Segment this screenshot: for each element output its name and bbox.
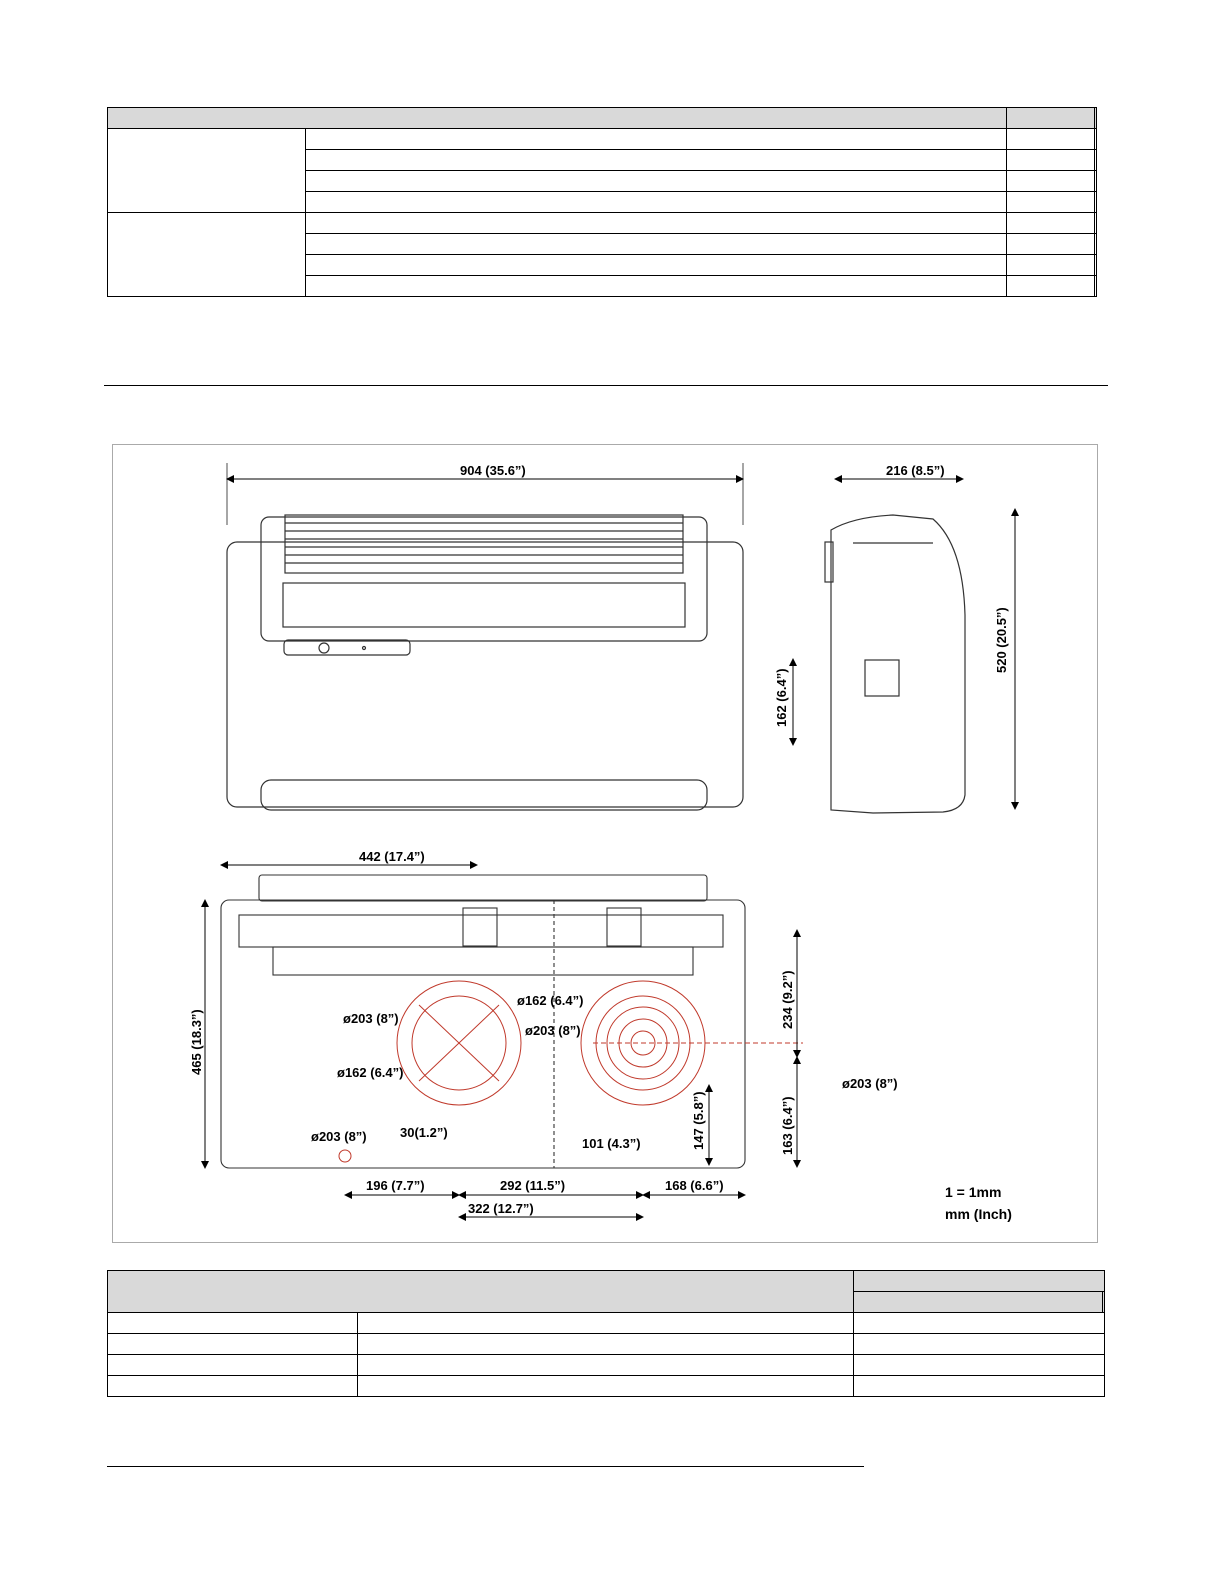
units-label: mm (Inch) bbox=[945, 1206, 1012, 1222]
offset-101-label: 101 (4.3”) bbox=[582, 1136, 641, 1151]
bottom-196-label: 196 (7.7”) bbox=[366, 1178, 425, 1193]
table-row bbox=[108, 1355, 1105, 1376]
footer-divider bbox=[107, 1466, 864, 1467]
spec-table-top bbox=[107, 107, 1097, 297]
dia-162-right-label: ø162 (6.4”) bbox=[517, 993, 584, 1008]
height-163-label: 163 (6.4”) bbox=[780, 1096, 795, 1155]
dimension-drawing-frame bbox=[112, 444, 1098, 1243]
table-row bbox=[108, 213, 1097, 234]
front-width-label: 904 (35.6”) bbox=[460, 463, 526, 478]
rear-view bbox=[221, 875, 745, 1168]
side-view bbox=[825, 515, 965, 813]
dia-203-right-label: ø203 (8”) bbox=[525, 1023, 581, 1038]
table-row bbox=[108, 1313, 1105, 1334]
rear-height-label: 465 (18.3”) bbox=[189, 1009, 204, 1075]
side-depth-label: 216 (8.5”) bbox=[886, 463, 945, 478]
dia-162-left-label: ø162 (6.4”) bbox=[337, 1065, 404, 1080]
table-row bbox=[108, 129, 1097, 150]
table-header-row bbox=[108, 108, 1097, 129]
bottom-168-label: 168 (6.6”) bbox=[665, 1178, 724, 1193]
front-view bbox=[227, 515, 743, 810]
dimension-drawing bbox=[113, 445, 1099, 1244]
side-hole-height-label: 162 (6.4”) bbox=[774, 668, 789, 727]
table-row bbox=[108, 1334, 1105, 1355]
scale-label: 1 = 1mm bbox=[945, 1184, 1002, 1200]
dia-203-drain-label: ø203 (8”) bbox=[311, 1129, 367, 1144]
bottom-292-label: 292 (11.5”) bbox=[500, 1178, 566, 1193]
dia-203-left-label: ø203 (8”) bbox=[343, 1011, 399, 1026]
offset-30-label: 30(1.2”) bbox=[400, 1125, 448, 1140]
table-header-row bbox=[108, 1271, 1105, 1292]
side-height-label: 520 (20.5”) bbox=[994, 607, 1009, 673]
height-147-label: 147 (5.8”) bbox=[691, 1091, 706, 1150]
dia-203-far-label: ø203 (8”) bbox=[842, 1076, 898, 1091]
height-234-label: 234 (9.2”) bbox=[780, 970, 795, 1029]
section-divider bbox=[104, 385, 1108, 386]
bottom-322-label: 322 (12.7”) bbox=[468, 1201, 534, 1216]
table-row bbox=[108, 1376, 1105, 1397]
rear-half-width-label: 442 (17.4”) bbox=[359, 849, 425, 864]
spec-table-bottom bbox=[107, 1270, 1105, 1397]
